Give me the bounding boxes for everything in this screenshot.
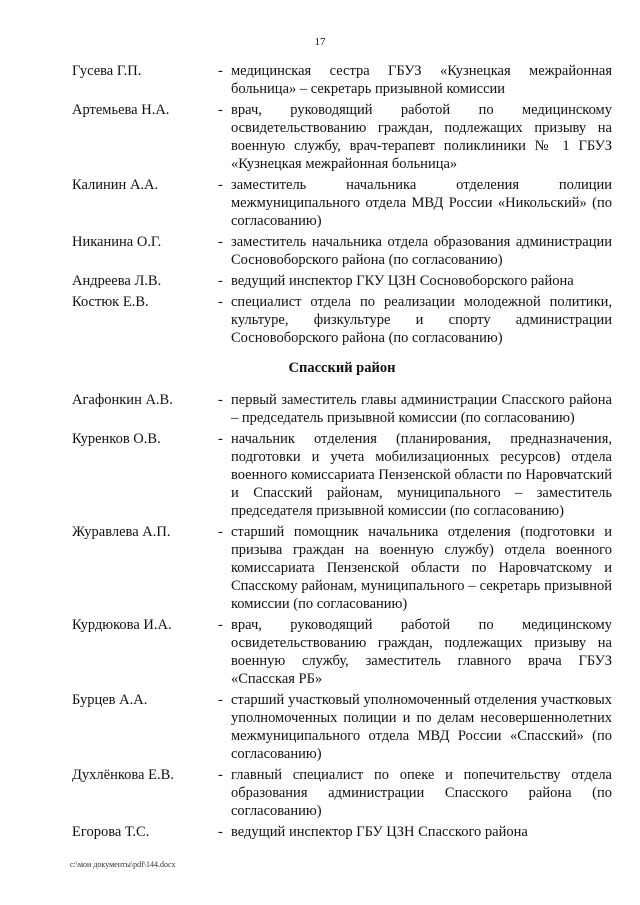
- member-position: медицинская сестра ГБУЗ «Кузнецкая межрайонная больница» – секретарь призывной комиссии: [231, 63, 612, 97]
- member-row: [72, 62, 612, 98]
- member-position: ведущий инспектор ГКУ ЦЗН Сосновоборского района: [231, 273, 574, 289]
- member-position: специалист отдела по реализации молодежной политики, культуре, физкультуре и спорту администрации Сосновоборского района (по согласованию): [231, 294, 612, 346]
- dash-separator: -: [218, 392, 223, 408]
- member-name: Куренков О.В.: [72, 431, 161, 447]
- member-row: [72, 176, 612, 230]
- member-row: [72, 233, 612, 269]
- member-name: Егорова Т.С.: [72, 824, 150, 840]
- member-position: врач, руководящий работой по медицинскому освидетельствованию граждан, подлежащих призыву на военную службу, заместитель главного врача ГБУЗ «Спасская РБ»: [231, 617, 612, 687]
- member-name: Костюк Е.В.: [72, 294, 149, 310]
- member-position: заместитель начальника отдела образования администрации Сосновоборского района (по согласованию): [231, 234, 612, 268]
- section-title: Спасский район: [288, 360, 396, 376]
- member-name: Бурцев А.А.: [72, 692, 148, 708]
- member-position: начальник отделения (планирования, предназначения, подготовки и учета мобилизационных ресурсов) отдела военного комиссариата Пензенской области по Наровчатский и Спасский районам, муниципального – заместитель председателя призывной комиссии (по согласованию): [231, 431, 612, 519]
- member-row: [72, 616, 612, 688]
- dash-separator: -: [218, 294, 223, 310]
- rows-before-section: [72, 62, 612, 347]
- member-name: Никанина О.Г.: [72, 234, 162, 250]
- member-position: старший помощник начальника отделения (подготовки и призыва граждан на военную службу) отдела военного комиссариата Пензенской области по Наровчатскому и Спасскому районам, муниципального – секретарь призывной комиссии (по согласованию): [231, 524, 612, 612]
- page-number: 17: [314, 36, 326, 48]
- commission-list: [72, 62, 612, 844]
- member-row: [72, 766, 612, 820]
- member-position: старший участковый уполномоченный отделения участковых уполномоченных полиции и по делам несовершеннолетних межмуниципального отдела МВД России «Спасский» (по согласованию): [231, 692, 612, 762]
- member-name: Калинин А.А.: [72, 177, 159, 193]
- dash-separator: -: [218, 824, 223, 840]
- member-row: [72, 391, 612, 427]
- member-row: [72, 272, 612, 290]
- member-position: главный специалист по опеке и попечительству отдела образования администрации Спасского района (по согласованию): [231, 767, 612, 819]
- dash-separator: -: [218, 692, 223, 708]
- dash-separator: -: [218, 177, 223, 193]
- dash-separator: -: [218, 102, 223, 118]
- dash-separator: -: [218, 524, 223, 540]
- footer-file-path: c:\мои документы\pdf\144.docx: [70, 860, 176, 869]
- member-name: Гусева Г.П.: [72, 63, 142, 79]
- member-row: [72, 691, 612, 763]
- dash-separator: -: [218, 431, 223, 447]
- dash-separator: -: [218, 273, 223, 289]
- member-name: Журавлева А.П.: [72, 524, 171, 540]
- member-name: Андреева Л.В.: [72, 273, 162, 289]
- member-row: [72, 101, 612, 173]
- member-position: ведущий инспектор ГБУ ЦЗН Спасского района: [231, 824, 528, 840]
- member-row: [72, 523, 612, 613]
- member-name: Духлёнкова Е.В.: [72, 767, 174, 783]
- member-row: [72, 293, 612, 347]
- member-row: [72, 430, 612, 520]
- member-position: заместитель начальника отделения полиции межмуниципального отдела МВД России «Никольский» (по согласованию): [231, 177, 612, 229]
- dash-separator: -: [218, 63, 223, 79]
- member-row: [72, 823, 612, 841]
- member-name: Артемьева Н.А.: [72, 102, 170, 118]
- member-name: Агафонкин А.В.: [72, 392, 173, 408]
- dash-separator: -: [218, 234, 223, 250]
- dash-separator: -: [218, 767, 223, 783]
- rows-after-section: [72, 391, 612, 841]
- dash-separator: -: [218, 617, 223, 633]
- member-position: первый заместитель главы администрации Спасского района – председатель призывной комиссии (по согласованию): [231, 392, 612, 426]
- member-position: врач, руководящий работой по медицинскому освидетельствованию граждан, подлежащих призыву на военную службу, врач-терапевт поликлиники № 1 ГБУЗ «Кузнецкая межрайонная больница»: [231, 102, 612, 172]
- member-name: Курдюкова И.А.: [72, 617, 172, 633]
